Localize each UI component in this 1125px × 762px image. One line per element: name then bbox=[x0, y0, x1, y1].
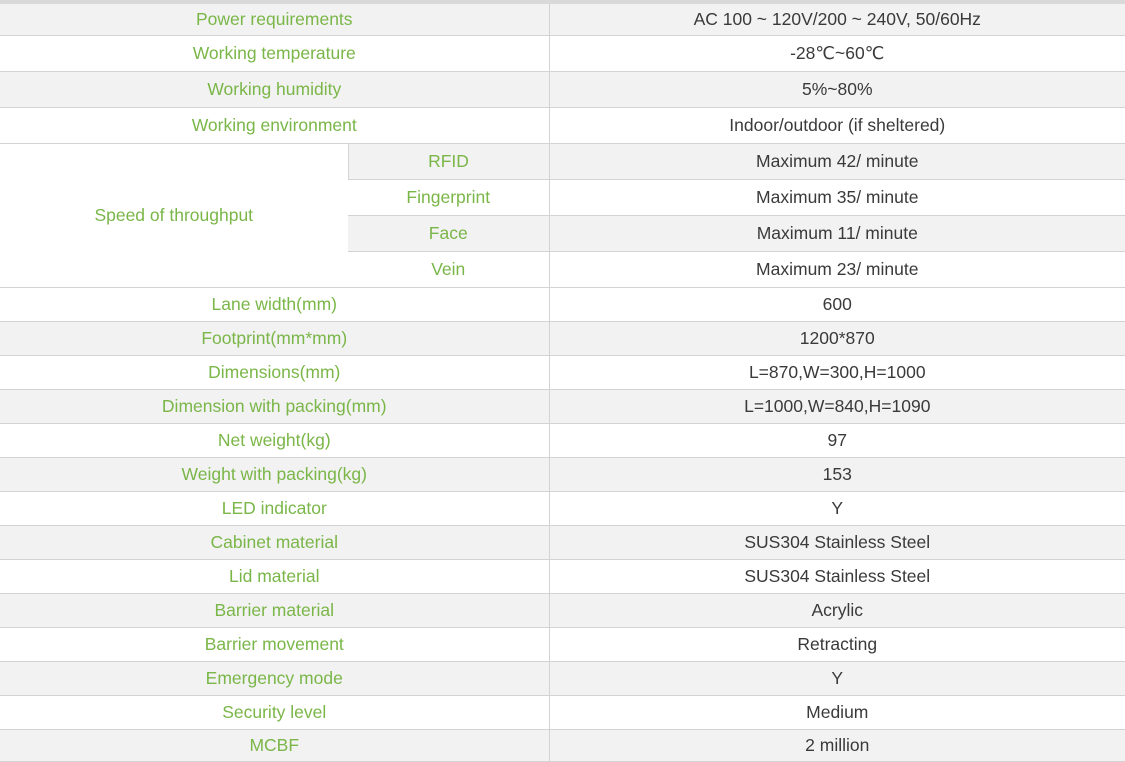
spec-value: Acrylic bbox=[549, 593, 1125, 627]
spec-value: -28℃~60℃ bbox=[549, 35, 1125, 71]
spec-label: Weight with packing(kg) bbox=[0, 457, 549, 491]
spec-value: SUS304 Stainless Steel bbox=[549, 525, 1125, 559]
table-row bbox=[0, 593, 1125, 627]
spec-value: L=870,W=300,H=1000 bbox=[549, 355, 1125, 389]
spec-label: Working humidity bbox=[0, 71, 549, 107]
spec-value: Y bbox=[549, 661, 1125, 695]
table-row bbox=[0, 491, 1125, 525]
table-row bbox=[0, 729, 1125, 761]
spec-label: Cabinet material bbox=[0, 525, 549, 559]
table-row bbox=[0, 389, 1125, 423]
spec-label: LED indicator bbox=[0, 491, 549, 525]
spec-label: MCBF bbox=[0, 729, 549, 761]
table-row bbox=[0, 457, 1125, 491]
spec-label: Footprint(mm*mm) bbox=[0, 321, 549, 355]
spec-value: L=1000,W=840,H=1090 bbox=[549, 389, 1125, 423]
spec-value: Maximum 11/ minute bbox=[549, 215, 1125, 251]
table-row bbox=[0, 661, 1125, 695]
spec-label: Emergency mode bbox=[0, 661, 549, 695]
table-row bbox=[0, 525, 1125, 559]
spec-label: Working temperature bbox=[0, 35, 549, 71]
spec-label: Dimensions(mm) bbox=[0, 355, 549, 389]
table-row bbox=[0, 71, 1125, 107]
spec-value: AC 100 ~ 120V/200 ~ 240V, 50/60Hz bbox=[549, 2, 1125, 35]
spec-label: Lane width(mm) bbox=[0, 287, 549, 321]
spec-sublabel: RFID bbox=[348, 143, 549, 179]
spec-label: Power requirements bbox=[0, 2, 549, 35]
spec-value: 5%~80% bbox=[549, 71, 1125, 107]
spec-group-label: Speed of throughput bbox=[0, 143, 348, 287]
spec-sublabel: Vein bbox=[348, 251, 549, 287]
table-row bbox=[0, 2, 1125, 35]
spec-value: SUS304 Stainless Steel bbox=[549, 559, 1125, 593]
spec-label: Barrier material bbox=[0, 593, 549, 627]
spec-value: 97 bbox=[549, 423, 1125, 457]
spec-label: Barrier movement bbox=[0, 627, 549, 661]
spec-label: Working environment bbox=[0, 107, 549, 143]
spec-value: Medium bbox=[549, 695, 1125, 729]
spec-value: Maximum 35/ minute bbox=[549, 179, 1125, 215]
table-row bbox=[0, 321, 1125, 355]
spec-label: Security level bbox=[0, 695, 549, 729]
spec-label: Lid material bbox=[0, 559, 549, 593]
spec-value: Y bbox=[549, 491, 1125, 525]
spec-value: 600 bbox=[549, 287, 1125, 321]
table-row bbox=[0, 143, 1125, 179]
spec-value: Maximum 42/ minute bbox=[549, 143, 1125, 179]
spec-value: Indoor/outdoor (if sheltered) bbox=[549, 107, 1125, 143]
table-row bbox=[0, 695, 1125, 729]
spec-label: Net weight(kg) bbox=[0, 423, 549, 457]
table-row bbox=[0, 559, 1125, 593]
spec-value: Retracting bbox=[549, 627, 1125, 661]
spec-value: 153 bbox=[549, 457, 1125, 491]
spec-sublabel: Face bbox=[348, 215, 549, 251]
spec-sublabel: Fingerprint bbox=[348, 179, 549, 215]
spec-value: 1200*870 bbox=[549, 321, 1125, 355]
spec-label: Dimension with packing(mm) bbox=[0, 389, 549, 423]
table-row bbox=[0, 35, 1125, 71]
table-row bbox=[0, 107, 1125, 143]
table-row bbox=[0, 287, 1125, 321]
spec-value: Maximum 23/ minute bbox=[549, 251, 1125, 287]
table-row bbox=[0, 423, 1125, 457]
spec-value: 2 million bbox=[549, 729, 1125, 761]
table-row bbox=[0, 627, 1125, 661]
table-row bbox=[0, 355, 1125, 389]
